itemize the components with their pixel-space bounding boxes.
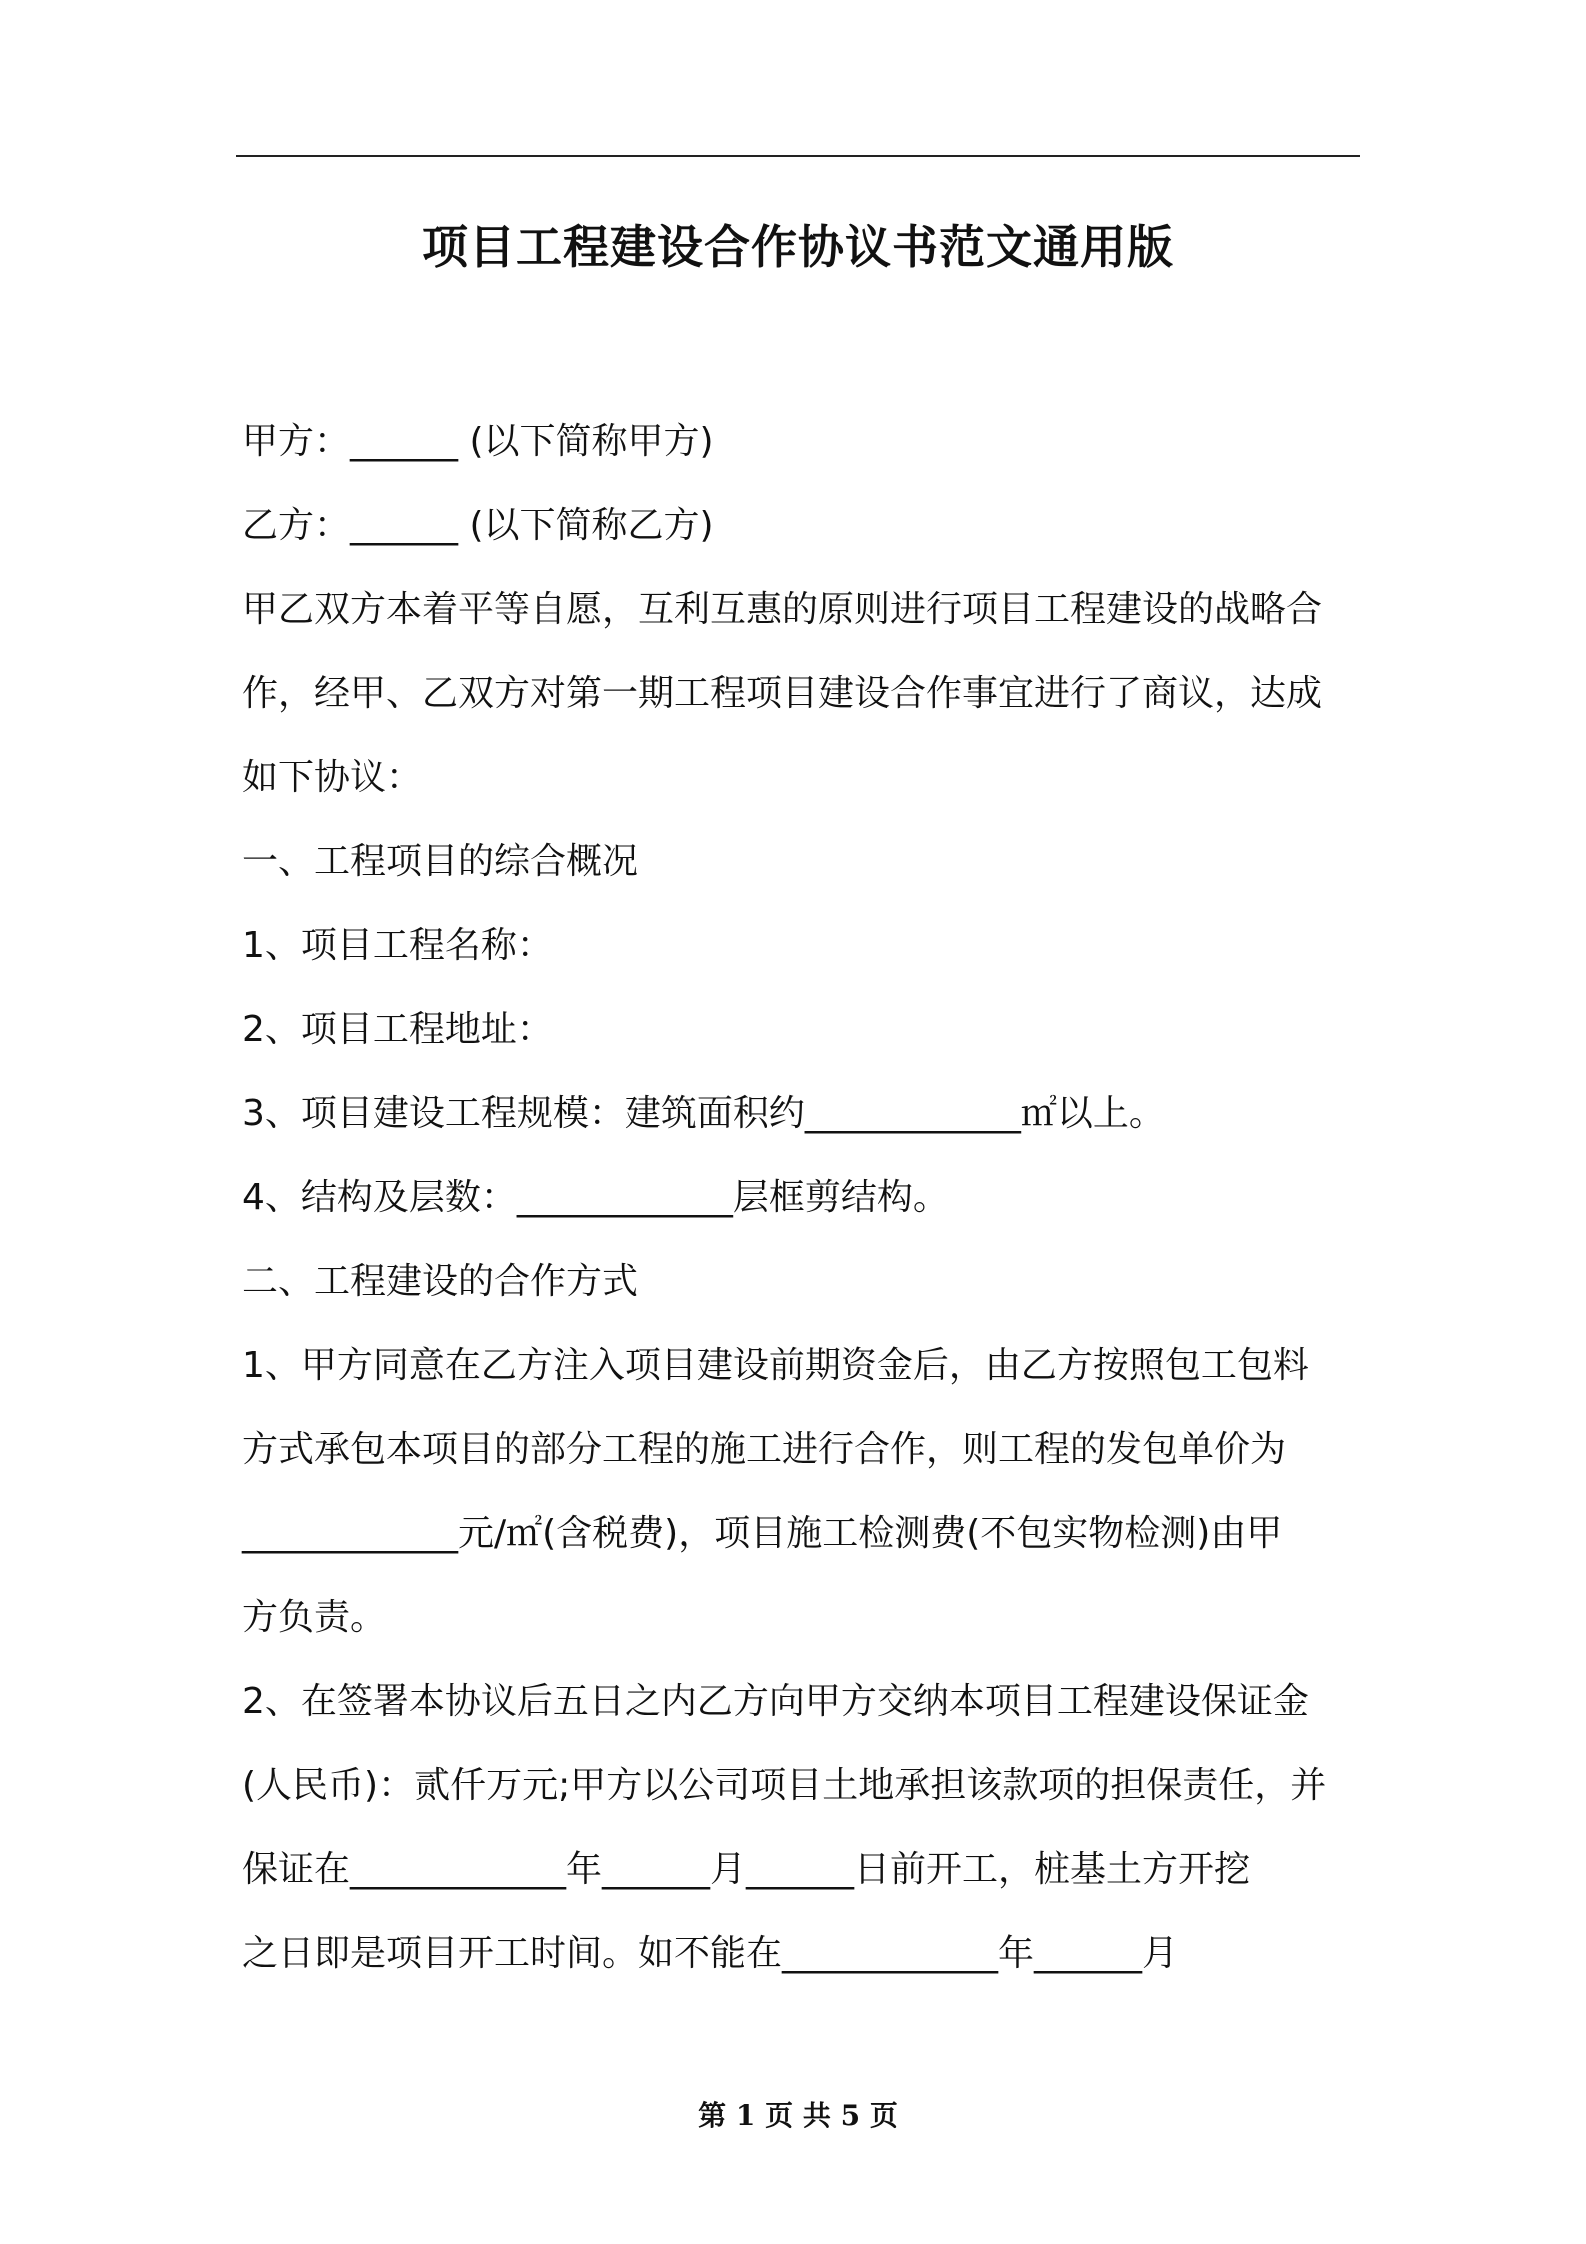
structure-line: 4、结构及层数：____________层框剪结构。: [242, 1177, 949, 1218]
preamble-line-2: 作，经甲、乙双方对第一期工程项目建设合作事宜进行了商议，达成: [242, 673, 1323, 714]
document-title: 项目工程建设合作协议书范文通用版: [422, 220, 1174, 274]
clause-1-line-3: ____________元/㎡(含税费)，项目施工检测费(不包实物检测)由甲: [242, 1513, 1283, 1554]
project-address-line: 2、项目工程地址：: [242, 1009, 553, 1050]
party-a-line: 甲方：______ (以下简称甲方): [242, 421, 714, 462]
page-indicator: 第 1 页 共 5 页: [698, 2099, 898, 2132]
section-heading-1: 一、工程项目的综合概况: [242, 841, 639, 882]
preamble-line-3: 如下协议：: [242, 757, 423, 798]
clause-1-line-1: 1、甲方同意在乙方注入项目建设前期资金后，由乙方按照包工包料: [242, 1345, 1309, 1386]
project-name-line: 1、项目工程名称：: [242, 925, 553, 966]
clause-1-line-2: 方式承包本项目的部分工程的施工进行合作，则工程的发包单价为: [242, 1429, 1287, 1470]
preamble-line-1: 甲乙双方本着平等自愿，互利互惠的原则进行项目工程建设的战略合: [242, 589, 1323, 630]
document-body: [242, 400, 1360, 1996]
party-b-line: 乙方：______ (以下简称乙方): [242, 505, 714, 546]
clause-2-line-1: 2、在签署本协议后五日之内乙方向甲方交纳本项目工程建设保证金: [242, 1681, 1309, 1722]
clause-2-line-4: 之日即是项目开工时间。如不能在____________年______月: [242, 1933, 1179, 1974]
clause-2-line-3: 保证在____________年______月______日前开工，桩基土方开挖: [242, 1849, 1251, 1890]
clause-2-line-2: (人民币)：贰仟万元;甲方以公司项目土地承担该款项的担保责任，并: [242, 1765, 1327, 1806]
clause-1-line-4: 方负责。: [242, 1597, 387, 1638]
section-heading-2: 二、工程建设的合作方式: [242, 1261, 639, 1302]
project-scale-line: 3、项目建设工程规模：建筑面积约____________㎡以上。: [242, 1093, 1165, 1134]
header-rule: [236, 155, 1360, 157]
